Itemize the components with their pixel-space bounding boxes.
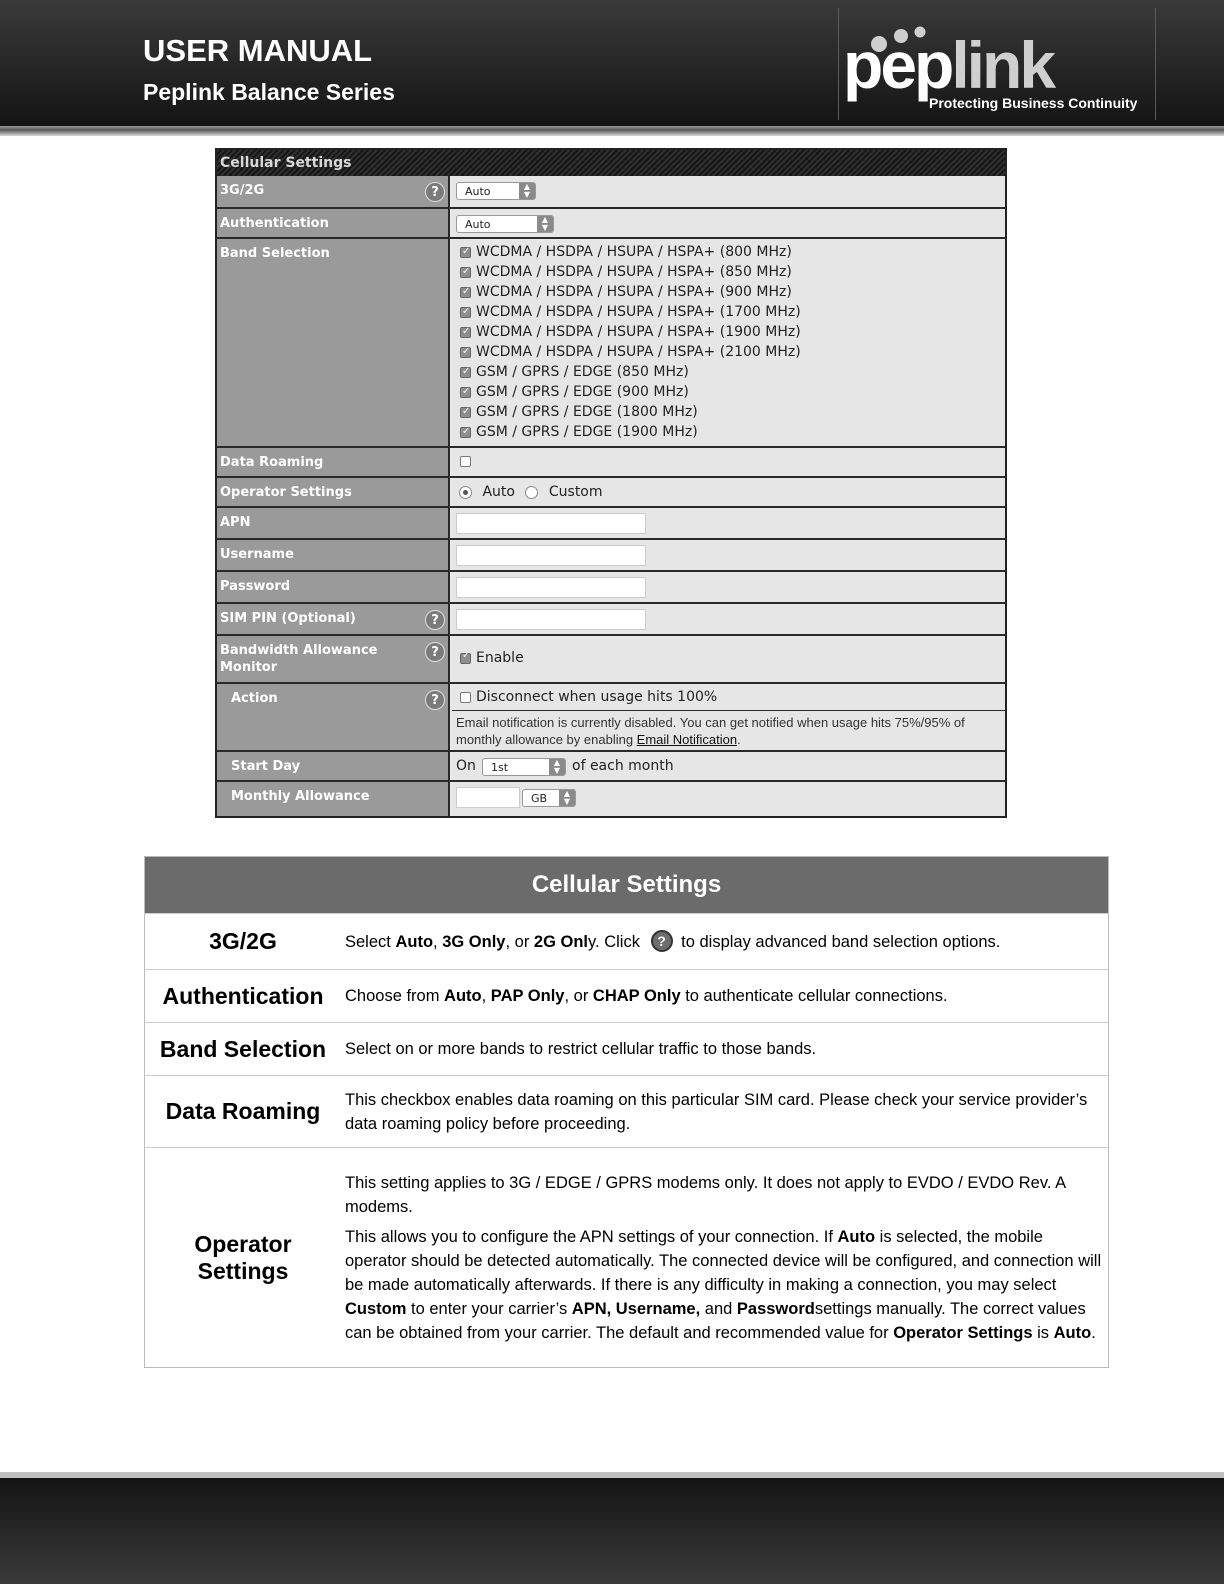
email-notification-link[interactable]: Email Notification: [636, 732, 738, 747]
row-authentication: [217, 209, 1005, 239]
radio-auto-label: Auto: [482, 484, 515, 500]
row-start-day: [217, 752, 1005, 782]
band-option[interactable]: ✓WCDMA / HSDPA / HSUPA / HSPA+ (2100 MHz): [460, 344, 801, 364]
help-icon[interactable]: ?: [425, 182, 445, 202]
band-list: [460, 244, 801, 444]
enable-checkbox[interactable]: [460, 653, 471, 664]
sim-pin-input[interactable]: [456, 609, 646, 630]
checkbox[interactable]: [460, 367, 471, 378]
row-operator-settings: [217, 478, 1005, 508]
radio-auto[interactable]: [459, 486, 472, 499]
definition-operator-settings: This setting applies to 3G / EDGE / GPRS modems only. It does not apply to EVDO / EVDO Rev. A modems. This allows you to configure the APN settings of your connection. If Auto is selected, the mobile operator should be detected automatically. The connected device will be configured, and connection will be made automatically afterwards. If there is any difficulty in making a connection, you may select Custom to enter your carrier’s APN, Username, and Passwordsettings manually. The correct values can be obtained from your carrier. The default and recommended value for Operator Settings is Auto.: [341, 1148, 1109, 1368]
row-label: Band Selection: [217, 239, 450, 446]
row-label: Operator Settings: [217, 478, 450, 506]
email-notification-note: Email notification is currently disabled. You can get notified when usage hits 75%/95% of monthly allowance by enabling Email Notification.: [456, 715, 965, 747]
chevron-updown-icon: ▲ ▼: [537, 216, 553, 232]
checkbox[interactable]: [460, 247, 471, 258]
band-option[interactable]: ✓WCDMA / HSDPA / HSUPA / HSPA+ (850 MHz): [460, 264, 801, 284]
term-operator-settings: Operator Settings: [145, 1148, 342, 1368]
help-icon[interactable]: ?: [425, 642, 445, 662]
checkbox[interactable]: [460, 267, 471, 278]
row-label: Password: [217, 572, 450, 602]
row-sim-pin: [217, 604, 1005, 636]
password-input[interactable]: [456, 577, 646, 598]
table-row: [145, 914, 1109, 970]
checkbox[interactable]: [460, 407, 471, 418]
row-label: APN: [217, 508, 450, 538]
document-subtitle: Peplink Balance Series: [143, 79, 395, 105]
row-label: Action ?: [217, 684, 450, 750]
band-option[interactable]: ✓ WCDMA / HSDPA / HSUPA / HSPA+ (800 MHz): [460, 244, 801, 264]
row-monthly-allowance: [217, 782, 1005, 816]
band-option[interactable]: ✓GSM / GPRS / EDGE (1800 MHz): [460, 404, 801, 424]
start-day-suffix: of each month: [572, 758, 674, 774]
logo-wordmark: peplink: [843, 28, 1054, 102]
settings-description-table: [144, 856, 1109, 1368]
row-label: SIM PIN (Optional) ?: [217, 604, 450, 634]
definition-data-roaming: This checkbox enables data roaming on this particular SIM card. Please check your service provider’s data roaming policy before proceeding.: [341, 1076, 1109, 1148]
row-label: Start Day: [217, 752, 450, 780]
band-option[interactable]: ✓GSM / GPRS / EDGE (900 MHz): [460, 384, 801, 404]
allowance-input[interactable]: [456, 787, 520, 808]
start-day-prefix: On: [456, 758, 476, 774]
definition-band-selection: Select on or more bands to restrict cellular traffic to those bands.: [341, 1023, 1109, 1076]
definition-3g2g: Select Auto, 3G Only, or 2G Only. Click ? to display advanced band selection options.: [341, 914, 1109, 970]
chevron-updown-icon: ▲ ▼: [549, 759, 565, 775]
row-action: [217, 684, 1005, 752]
band-option[interactable]: ✓WCDMA / HSDPA / HSUPA / HSPA+ (900 MHz): [460, 284, 801, 304]
auth-select[interactable]: Auto ▲ ▼: [456, 215, 554, 233]
chevron-updown-icon: ▲ ▼: [519, 183, 535, 199]
row-band-selection: [217, 239, 1005, 448]
checkbox[interactable]: [460, 427, 471, 438]
row-label: 3G/2G ?: [217, 176, 450, 207]
enable-label: Enable: [476, 650, 524, 666]
document-title: USER MANUAL: [143, 33, 373, 68]
band-option[interactable]: ✓WCDMA / HSDPA / HSUPA / HSPA+ (1700 MHz): [460, 304, 801, 324]
row-password: [217, 572, 1005, 604]
disconnect-checkbox[interactable]: [460, 692, 471, 703]
term-data-roaming: Data Roaming: [145, 1076, 342, 1148]
band-option[interactable]: ✓GSM / GPRS / EDGE (850 MHz): [460, 364, 801, 384]
row-apn: [217, 508, 1005, 540]
mode-select[interactable]: Auto ▲ ▼: [456, 182, 536, 200]
help-icon[interactable]: ?: [425, 690, 445, 710]
table-row: [145, 970, 1109, 1023]
table-title: Cellular Settings: [145, 857, 1109, 914]
row-label: Bandwidth Allowance Monitor ?: [217, 636, 450, 682]
row-3g2g: [217, 176, 1005, 209]
username-input[interactable]: [456, 545, 646, 566]
row-bandwidth-monitor: [217, 636, 1005, 684]
help-icon[interactable]: ?: [425, 610, 445, 630]
start-day-select[interactable]: 1st ▲ ▼: [482, 758, 566, 776]
checkbox[interactable]: [460, 287, 471, 298]
definition-authentication: Choose from Auto, PAP Only, or CHAP Only to authenticate cellular connections.: [341, 970, 1109, 1023]
checkbox[interactable]: [460, 387, 471, 398]
row-data-roaming: [217, 448, 1005, 478]
table-row: [145, 1148, 1109, 1368]
logo-tagline: Protecting Business Continuity: [929, 95, 1138, 111]
page-footer: [0, 1478, 1224, 1584]
disconnect-option: Disconnect when usage hits 100%: [452, 684, 1005, 711]
row-label: Data Roaming: [217, 448, 450, 476]
radio-custom[interactable]: [525, 486, 538, 499]
panel-title: Cellular Settings: [217, 150, 1005, 176]
row-label: Monthly Allowance: [217, 782, 450, 816]
term-authentication: Authentication: [145, 970, 342, 1023]
term-3g2g: 3G/2G: [145, 914, 342, 970]
checkbox[interactable]: [460, 307, 471, 318]
page-header: [0, 0, 1224, 126]
band-option[interactable]: ✓GSM / GPRS / EDGE (1900 MHz): [460, 424, 801, 444]
table-header-row: [145, 857, 1109, 914]
table-row: [145, 1076, 1109, 1148]
help-icon: ?: [651, 930, 673, 952]
radio-custom-label: Custom: [548, 484, 603, 500]
cellular-settings-panel: [215, 148, 1007, 818]
row-label: Username: [217, 540, 450, 570]
band-option[interactable]: ✓WCDMA / HSDPA / HSUPA / HSPA+ (1900 MHz): [460, 324, 801, 344]
apn-input[interactable]: [456, 513, 646, 534]
header-divider: [0, 126, 1224, 136]
table-row: [145, 1023, 1109, 1076]
roaming-checkbox[interactable]: [460, 456, 471, 467]
peplink-logo: [838, 8, 1156, 120]
row-label: Authentication: [217, 209, 450, 237]
allowance-unit-select[interactable]: GB ▲ ▼: [522, 789, 576, 807]
row-username: [217, 540, 1005, 572]
checkbox[interactable]: [460, 327, 471, 338]
term-band-selection: Band Selection: [145, 1023, 342, 1076]
chevron-updown-icon: ▲ ▼: [559, 790, 575, 806]
checkbox[interactable]: [460, 347, 471, 358]
